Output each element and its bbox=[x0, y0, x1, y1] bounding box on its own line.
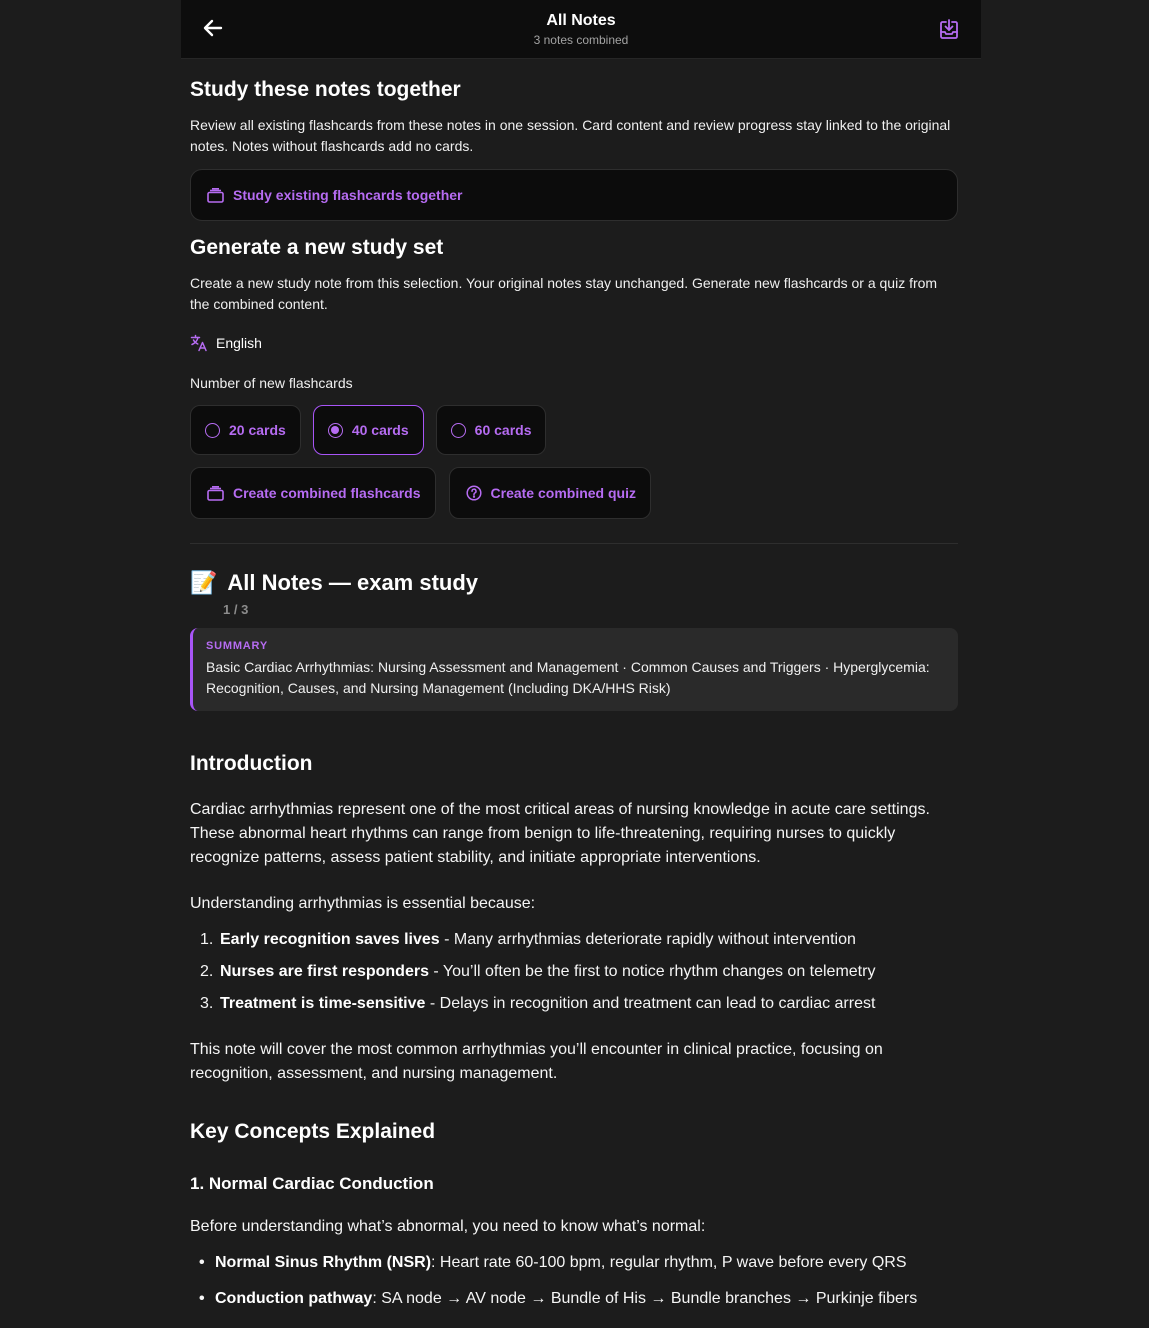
create-quiz-label: Create combined quiz bbox=[490, 485, 636, 501]
list-item: 2. Nurses are first responders - You’ll often be the first to notice rhythm changes on telemetry bbox=[200, 963, 876, 980]
create-flashcards-button[interactable] bbox=[190, 467, 436, 519]
summary-text: Basic Cardiac Arrhythmias: Nursing Assessment and Management · Common Causes and Triggers · Hyperglycemia: Recognition, Causes, and Nursing Management (Including DKA/HHS Risk) bbox=[206, 659, 930, 696]
generate-description: Create a new study note from this selection. Your original notes stay unchanged. Generate new flashcards or a quiz from the combined content. bbox=[190, 275, 938, 312]
radio-checked-icon bbox=[328, 423, 343, 438]
study-together-description: Review all existing flashcards from these notes in one session. Card content and review progress stay linked to the original notes. Notes without flashcards add no cards. bbox=[190, 117, 951, 154]
option-40-cards[interactable] bbox=[313, 405, 424, 455]
reasons-list bbox=[190, 928, 958, 1016]
download-button[interactable] bbox=[939, 18, 961, 42]
normal-conduction-heading: 1. Normal Cardiac Conduction bbox=[190, 1174, 434, 1193]
note-title bbox=[190, 570, 958, 596]
study-existing-label: Study existing flashcards together bbox=[233, 187, 463, 203]
study-existing-button[interactable] bbox=[190, 169, 958, 221]
language-selector[interactable] bbox=[190, 334, 958, 352]
list-item: • Normal Sinus Rhythm (NSR): Heart rate 60-100 bpm, regular rhythm, P wave before every QRS bbox=[199, 1254, 907, 1271]
option-label: 60 cards bbox=[474, 422, 532, 438]
create-flashcards-label: Create combined flashcards bbox=[233, 485, 421, 501]
question-circle-icon bbox=[466, 485, 482, 501]
before-paragraph: Before understanding what’s abnormal, you need to know what’s normal: bbox=[190, 1218, 706, 1235]
radio-unchecked-icon bbox=[451, 423, 466, 438]
summary-box bbox=[190, 628, 958, 711]
list-item: 1. Early recognition saves lives - Many arrhythmias deteriorate rapidly without intervention bbox=[200, 931, 856, 948]
create-actions bbox=[190, 467, 958, 519]
page-indicator: 1 / 3 bbox=[223, 602, 249, 617]
option-20-cards[interactable] bbox=[190, 405, 301, 455]
note-title-text: All Notes — exam study bbox=[227, 570, 479, 595]
summary-heading: SUMMARY bbox=[206, 640, 269, 652]
download-icon bbox=[939, 18, 959, 40]
study-together-heading: Study these notes together bbox=[190, 78, 461, 101]
radio-unchecked-icon bbox=[205, 423, 220, 438]
card-stack-icon bbox=[207, 486, 224, 501]
page-title: All Notes bbox=[546, 12, 616, 29]
option-60-cards[interactable] bbox=[436, 405, 547, 455]
page-subtitle: 3 notes combined bbox=[533, 33, 629, 47]
card-count-label: Number of new flashcards bbox=[190, 375, 353, 391]
card-stack-icon bbox=[207, 188, 224, 203]
language-label: English bbox=[216, 335, 262, 351]
main-content bbox=[190, 59, 958, 1323]
top-app-bar bbox=[181, 0, 981, 59]
memo-icon: 📝 bbox=[190, 570, 218, 595]
create-quiz-button[interactable] bbox=[449, 467, 651, 519]
understanding-paragraph: Understanding arrhythmias is essential because: bbox=[190, 895, 536, 912]
list-item: • Conduction pathway: SA node → AV node → Bundle of His → Bundle branches → Purkinje fibers bbox=[199, 1290, 918, 1307]
generate-heading: Generate a new study set bbox=[190, 236, 444, 259]
list-item: 3. Treatment is time-sensitive - Delays in recognition and treatment can lead to cardiac arrest bbox=[200, 995, 876, 1012]
intro-paragraph: Cardiac arrhythmias represent one of the most critical areas of nursing knowledge in acute care settings. These abnormal heart rhythms can range from benign to life-threatening, requiring nurses to quickly recognize patterns, assess patient stability, and initiate appropriate interventions. bbox=[190, 801, 930, 866]
concepts-list bbox=[190, 1251, 958, 1311]
key-concepts-heading: Key Concepts Explained bbox=[190, 1120, 436, 1143]
cover-paragraph: This note will cover the most common arrhythmias you’ll encounter in clinical practice, focusing on recognition, assessment, and nursing management. bbox=[190, 1041, 883, 1082]
card-count-options bbox=[190, 405, 958, 455]
option-label: 40 cards bbox=[351, 422, 409, 438]
section-divider bbox=[190, 543, 958, 544]
translate-icon bbox=[190, 334, 208, 352]
intro-heading: Introduction bbox=[190, 752, 313, 775]
option-label: 20 cards bbox=[229, 422, 286, 438]
